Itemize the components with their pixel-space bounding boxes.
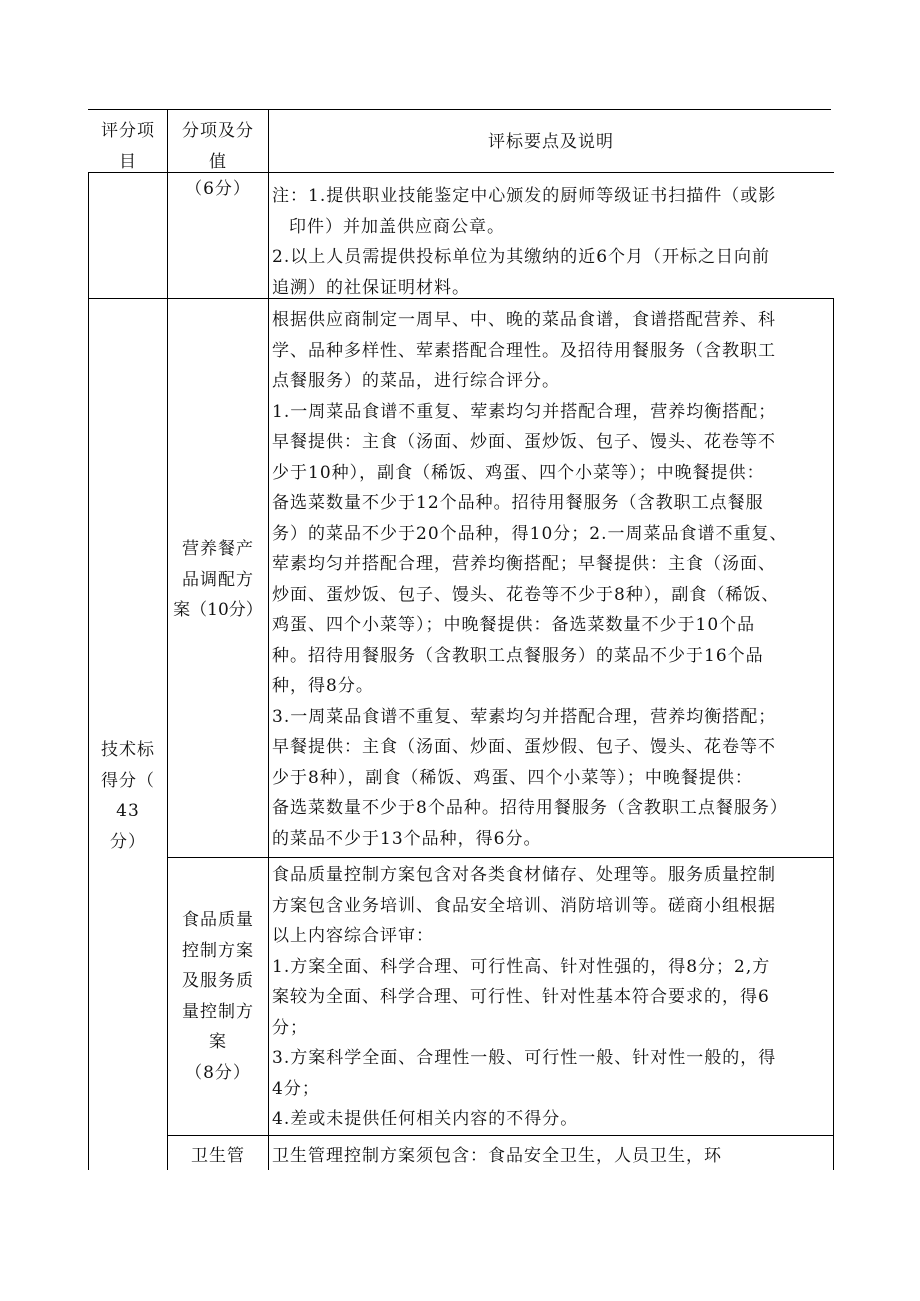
header-item-line: 分项及分 <box>182 121 254 141</box>
category-technical-score <box>89 735 167 857</box>
item-line: （8分） <box>185 1062 251 1083</box>
text-line: 2.以上人员需提供投标单位为其缴纳的近6个月（开标之日向前 <box>272 247 771 267</box>
header-category-line: 评分项 <box>101 121 155 141</box>
text-line: 学、品种多样性、荤素搭配合理性。及招待用餐服务（含教职工 <box>272 340 776 361</box>
item-line: 品调配方 <box>182 569 254 590</box>
text-line: 食品质量控制方案包含对各类食材储存、处理等。服务质量控制 <box>272 865 776 885</box>
text-line: 备选菜数量不少于8个品种。招待用餐服务（含教职工点餐服务） <box>272 798 788 818</box>
column-divider <box>268 109 269 1170</box>
table-top-rule <box>88 109 831 110</box>
text-line: 4.差或未提供任何相关内容的不得分。 <box>272 1109 579 1129</box>
item-line: 营养餐产 <box>182 539 254 559</box>
item-line: 案 <box>209 1032 227 1052</box>
row-d-description: 卫生管理控制方案须包含：食品安全卫生，人员卫生，环 <box>272 1146 722 1166</box>
category-line: 43 <box>116 801 140 821</box>
row-c-description <box>272 860 832 1135</box>
text-line: 早餐提供：主食（汤面、炒面、蛋炒假、包子、馒头、花卷等不 <box>272 737 776 757</box>
text-line: 注：1.提供职业技能鉴定中心颁发的厨师等级证书扫描件（或影 <box>272 186 777 206</box>
text-line: 案较为全面、科学合理、可行性、针对性基本符合要求的，得6 <box>272 987 770 1007</box>
row-b-description <box>272 305 832 854</box>
item-line: 控制方案 <box>182 940 254 961</box>
item-line: 量控制方 <box>182 1001 254 1022</box>
text-line: 方案包含业务培训、食品安全培训、消防培训等。磋商小组根据 <box>272 895 776 916</box>
text-line: 1.一周菜品食谱不重复、荤素均匀并搭配合理，营养均衡搭配； <box>272 401 777 422</box>
text-line: 根据供应商制定一周早、中、晚的菜品食谱，食谱搭配营养、科 <box>272 310 776 330</box>
text-line: 分； <box>272 1017 308 1038</box>
item-line: 案（10分） <box>173 600 263 620</box>
row-a-score: （6分） <box>185 179 251 199</box>
category-line: 分） <box>110 831 146 852</box>
right-border <box>833 298 834 1170</box>
text-line: 早餐提供：主食（汤面、炒面、蛋炒饭、包子、馒头、花卷等不 <box>272 432 776 452</box>
text-line: 务）的菜品不少于20个品种，得10分；2.一周菜品食谱不重复、 <box>272 523 788 544</box>
text-line: 备选菜数量不少于12个品种。招待用餐服务（含教职工点餐服 <box>272 493 764 513</box>
header-category <box>89 116 167 177</box>
text-line: 种。招待用餐服务（含教职工点餐服务）的菜品不少于16个品 <box>272 645 764 666</box>
row-a-description <box>272 181 832 303</box>
text-line: 鸡蛋、四个小菜等）；中晚餐提供：备选菜数量不少于10个品 <box>272 615 756 635</box>
text-line: 印件）并加盖供应商公章。 <box>289 216 505 237</box>
row-c-item <box>168 905 268 1088</box>
text-line: 3.方案科学全面、合理性一般、可行性一般、针对性一般的，得 <box>272 1048 777 1068</box>
text-line: 少于8种），副食（稀饭、鸡蛋、四个小菜等）；中晚餐提供： <box>272 767 753 788</box>
text-line: 的菜品不少于13个品种，得6分。 <box>272 828 542 849</box>
text-line: 3.一周菜品食谱不重复、荤素均匀并搭配合理，营养均衡搭配； <box>272 706 777 727</box>
item-line: 及服务质 <box>182 971 254 991</box>
text-line: 荤素均匀并搭配合理，营养均衡搭配；早餐提供：主食（汤面、 <box>272 554 776 574</box>
left-border <box>88 172 89 1170</box>
row-b-item <box>168 534 268 626</box>
text-line: 少于10种），副食（稀饭、鸡蛋、四个小菜等）；中晚餐提供： <box>272 462 765 483</box>
category-line: 得分（ <box>101 770 155 791</box>
text-line: 以上内容综合评审： <box>272 926 434 946</box>
header-description: 评标要点及说明 <box>488 132 614 152</box>
item-line: 食品质量 <box>182 910 254 930</box>
text-line: 1.方案全面、科学合理、可行性高、针对性强的，得8分；2,方 <box>272 956 771 977</box>
category-line: 技术标 <box>101 740 155 760</box>
header-item-line: 值 <box>209 151 227 172</box>
header-category-line: 目 <box>119 151 137 172</box>
text-line: 炒面、蛋炒饭、包子、馒头、花卷等不少于8种），副食（稀饭、 <box>272 584 780 605</box>
text-line: 追溯）的社保证明材料。 <box>272 277 470 298</box>
row-d-item: 卫生管 <box>191 1146 245 1166</box>
header-item <box>168 116 268 177</box>
text-line: 4分； <box>272 1078 320 1099</box>
text-line: 点餐服务）的菜品，进行综合评分。 <box>272 371 560 391</box>
text-line: 种，得8分。 <box>272 676 374 696</box>
